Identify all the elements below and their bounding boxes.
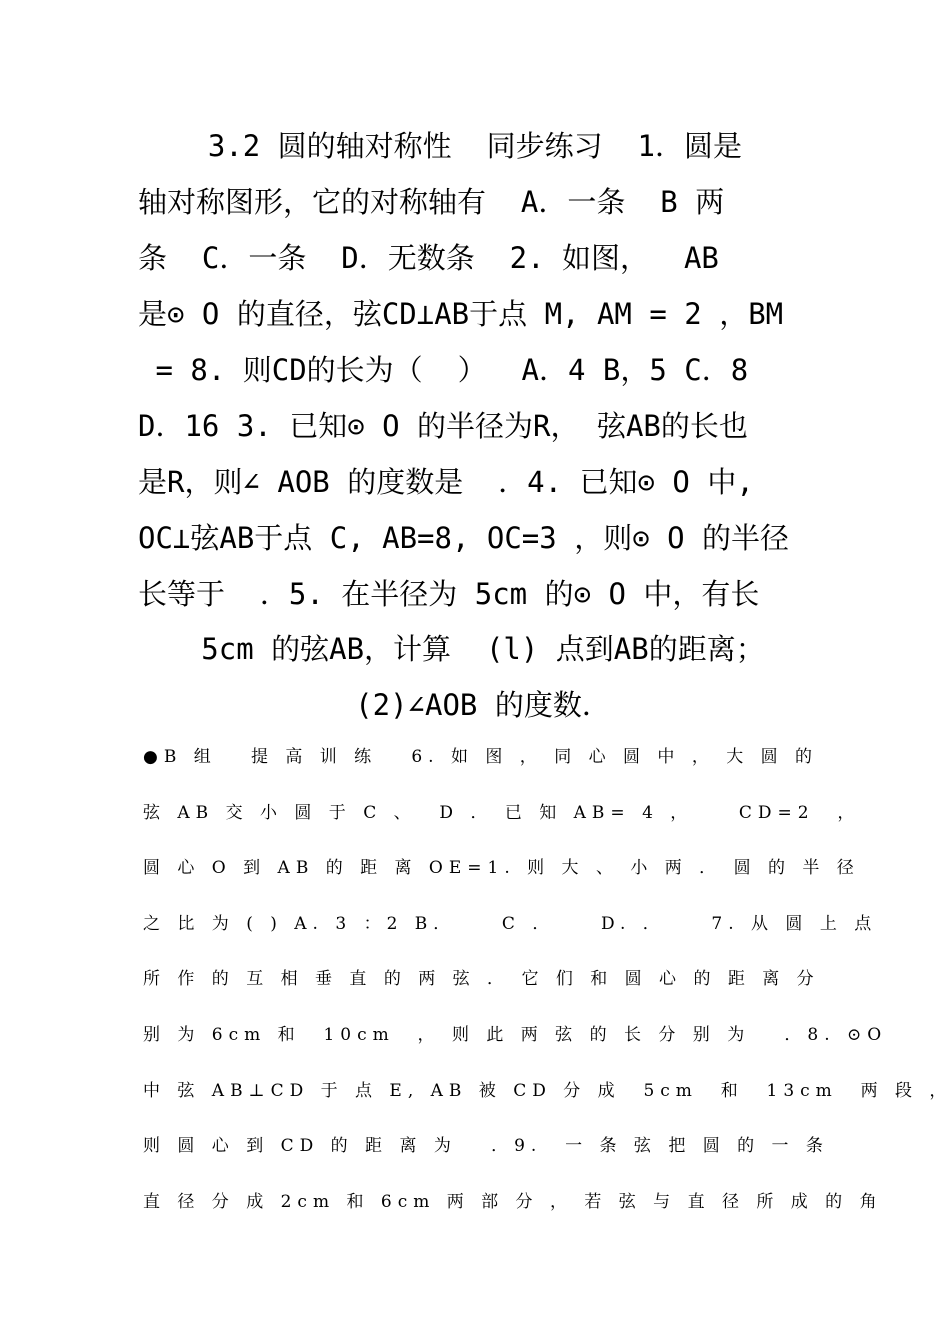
group-b-line-1: ●B 组 提 高 训 练 6. 如 图 ， 同 心 圆 中 ， 大 圆 的: [143, 747, 819, 767]
exercise-line-3: 条 C．一条 D．无数条 2. 如图， AB: [138, 241, 719, 275]
exercise-line-5: = 8. 则CD的长为（ ） A．4 B，5 C．8: [138, 353, 749, 387]
exercise-line-11: (2)∠AOB 的度数．: [355, 688, 611, 722]
group-b-line-9: 直 径 分 成 2cm 和 6cm 两 部 分 ， 若 弦 与 直 径 所 成 的 角: [143, 1192, 883, 1212]
exercise-line-9: 长等于 ．5. 在半径为 5cm 的⊙ O 中，有长: [138, 577, 760, 611]
group-b-line-7: 中 弦 AB⊥CD 于 点 E, AB 被 CD 分 成 5cm 和 13cm 两 段 ，: [143, 1081, 952, 1101]
exercise-line-10: 5cm 的弦AB，计算 (l) 点到AB的距离；: [201, 632, 765, 666]
exercise-line-8: OC⊥弦AB于点 C, AB=8, OC=3 ，则⊙ O 的半径: [138, 521, 790, 555]
group-b-line-3: 圆 心 O 到 AB 的 距 离 OE=1. 则 大 、 小 两 ． 圆 的 半 径: [143, 858, 860, 878]
group-b-line-6: 别 为 6cm 和 10cm ， 则 此 两 弦 的 长 分 别 为 ．8. ⊙O: [143, 1025, 888, 1045]
exercise-line-2: 轴对称图形，它的对称轴有 A．一条 B 两: [138, 185, 725, 219]
exercise-line-6: D．16 3. 已知⊙ O 的半径为R， 弦AB的长也: [138, 409, 748, 443]
exercise-line-4: 是⊙ O 的直径，弦CD⊥AB于点 M, AM = 2 ，BM: [138, 297, 784, 331]
group-b-line-4: 之 比 为 ( ) A. 3 ：2 B． C ． D. ． 7. 从 圆 上 点: [143, 914, 878, 934]
group-b-line-8: 则 圆 心 到 CD 的 距 离 为 ．9. 一 条 弦 把 圆 的 一 条: [143, 1136, 829, 1156]
exercise-line-1: 3.2 圆的轴对称性 同步练习 1．圆是: [138, 129, 742, 163]
exercise-line-7: 是R，则∠ AOB 的度数是 ．4. 已知⊙ O 中,: [138, 465, 754, 499]
group-b-line-2: 弦 AB 交 小 圆 于 C 、 D ． 已 知 AB= 4 ， CD=2 ，: [143, 803, 861, 823]
group-b-line-5: 所 作 的 互 相 垂 直 的 两 弦 ． 它 们 和 圆 心 的 距 离 分: [143, 969, 820, 989]
